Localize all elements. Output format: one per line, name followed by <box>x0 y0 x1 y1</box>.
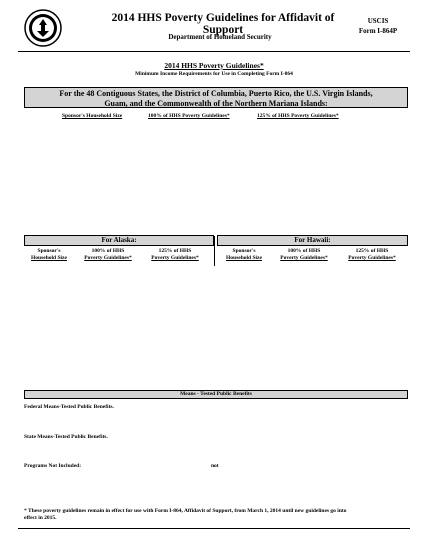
contiguous-states-banner <box>24 87 408 108</box>
alaska-col-125: 125% of HHS Poverty Guidelines* <box>151 248 199 261</box>
hawaii-col-125: 125% of HHS Poverty Guidelines* <box>348 248 396 261</box>
means-tested-header: Means - Tested Public Benefits <box>24 390 408 399</box>
alaska-col-100: 100% of HHS Poverty Guidelines* <box>84 248 132 261</box>
hawaii-col-household: Sponsor's Household Size <box>226 248 262 261</box>
footnote: * These poverty guidelines remain in effect for use with Form I-864, Affidavit of Support, from March 1, 2014 until new guidelines go into effect in 2015. <box>24 508 347 521</box>
dhs-seal-icon <box>24 9 62 47</box>
page-title: 2014 HHS Poverty Guidelines for Affidavit of Support <box>111 12 335 36</box>
hawaii-header: For Hawaii: <box>217 235 408 246</box>
contiguous-line-1: For the 48 Contiguous States, the District of Columbia, Puerto Rico, the U.S. Virgin Islands, <box>59 89 373 98</box>
contiguous-line-2: Guam, and the Commonwealth of the Northern Mariana Islands: <box>104 99 328 108</box>
col-household-size: Sponsor's Household Size <box>62 113 123 119</box>
state-benefits-label: State Means-Tested Public Benefits. <box>24 434 108 440</box>
form-id <box>348 16 408 36</box>
col-125-percent: 125% of HHS Poverty Guidelines* <box>257 113 339 119</box>
hawaii-col-100: 100% of HHS Poverty Guidelines* <box>280 248 328 261</box>
footer-divider <box>18 528 410 529</box>
column-divider <box>214 236 215 266</box>
programs-not-included-label: Programs Not Included: <box>24 463 82 469</box>
alaska-header: For Alaska: <box>24 235 214 246</box>
federal-benefits-label: Federal Means-Tested Public Benefits. <box>24 404 114 410</box>
header-divider <box>18 51 410 52</box>
department-name: Department of Homeland Security <box>168 33 272 41</box>
section-subtitle: Minimum Income Requirements for Use in Completing Form I-864 <box>135 71 293 77</box>
not-word: not <box>211 463 219 469</box>
agency-label: USCIS <box>367 17 389 25</box>
section-title: 2014 HHS Poverty Guidelines* <box>164 61 264 70</box>
col-100-percent: 100% of HHS Poverty Guidelines* <box>148 113 230 119</box>
alaska-col-household: Sponsor's Household Size <box>31 248 67 261</box>
form-number: Form I-864P <box>358 27 398 35</box>
